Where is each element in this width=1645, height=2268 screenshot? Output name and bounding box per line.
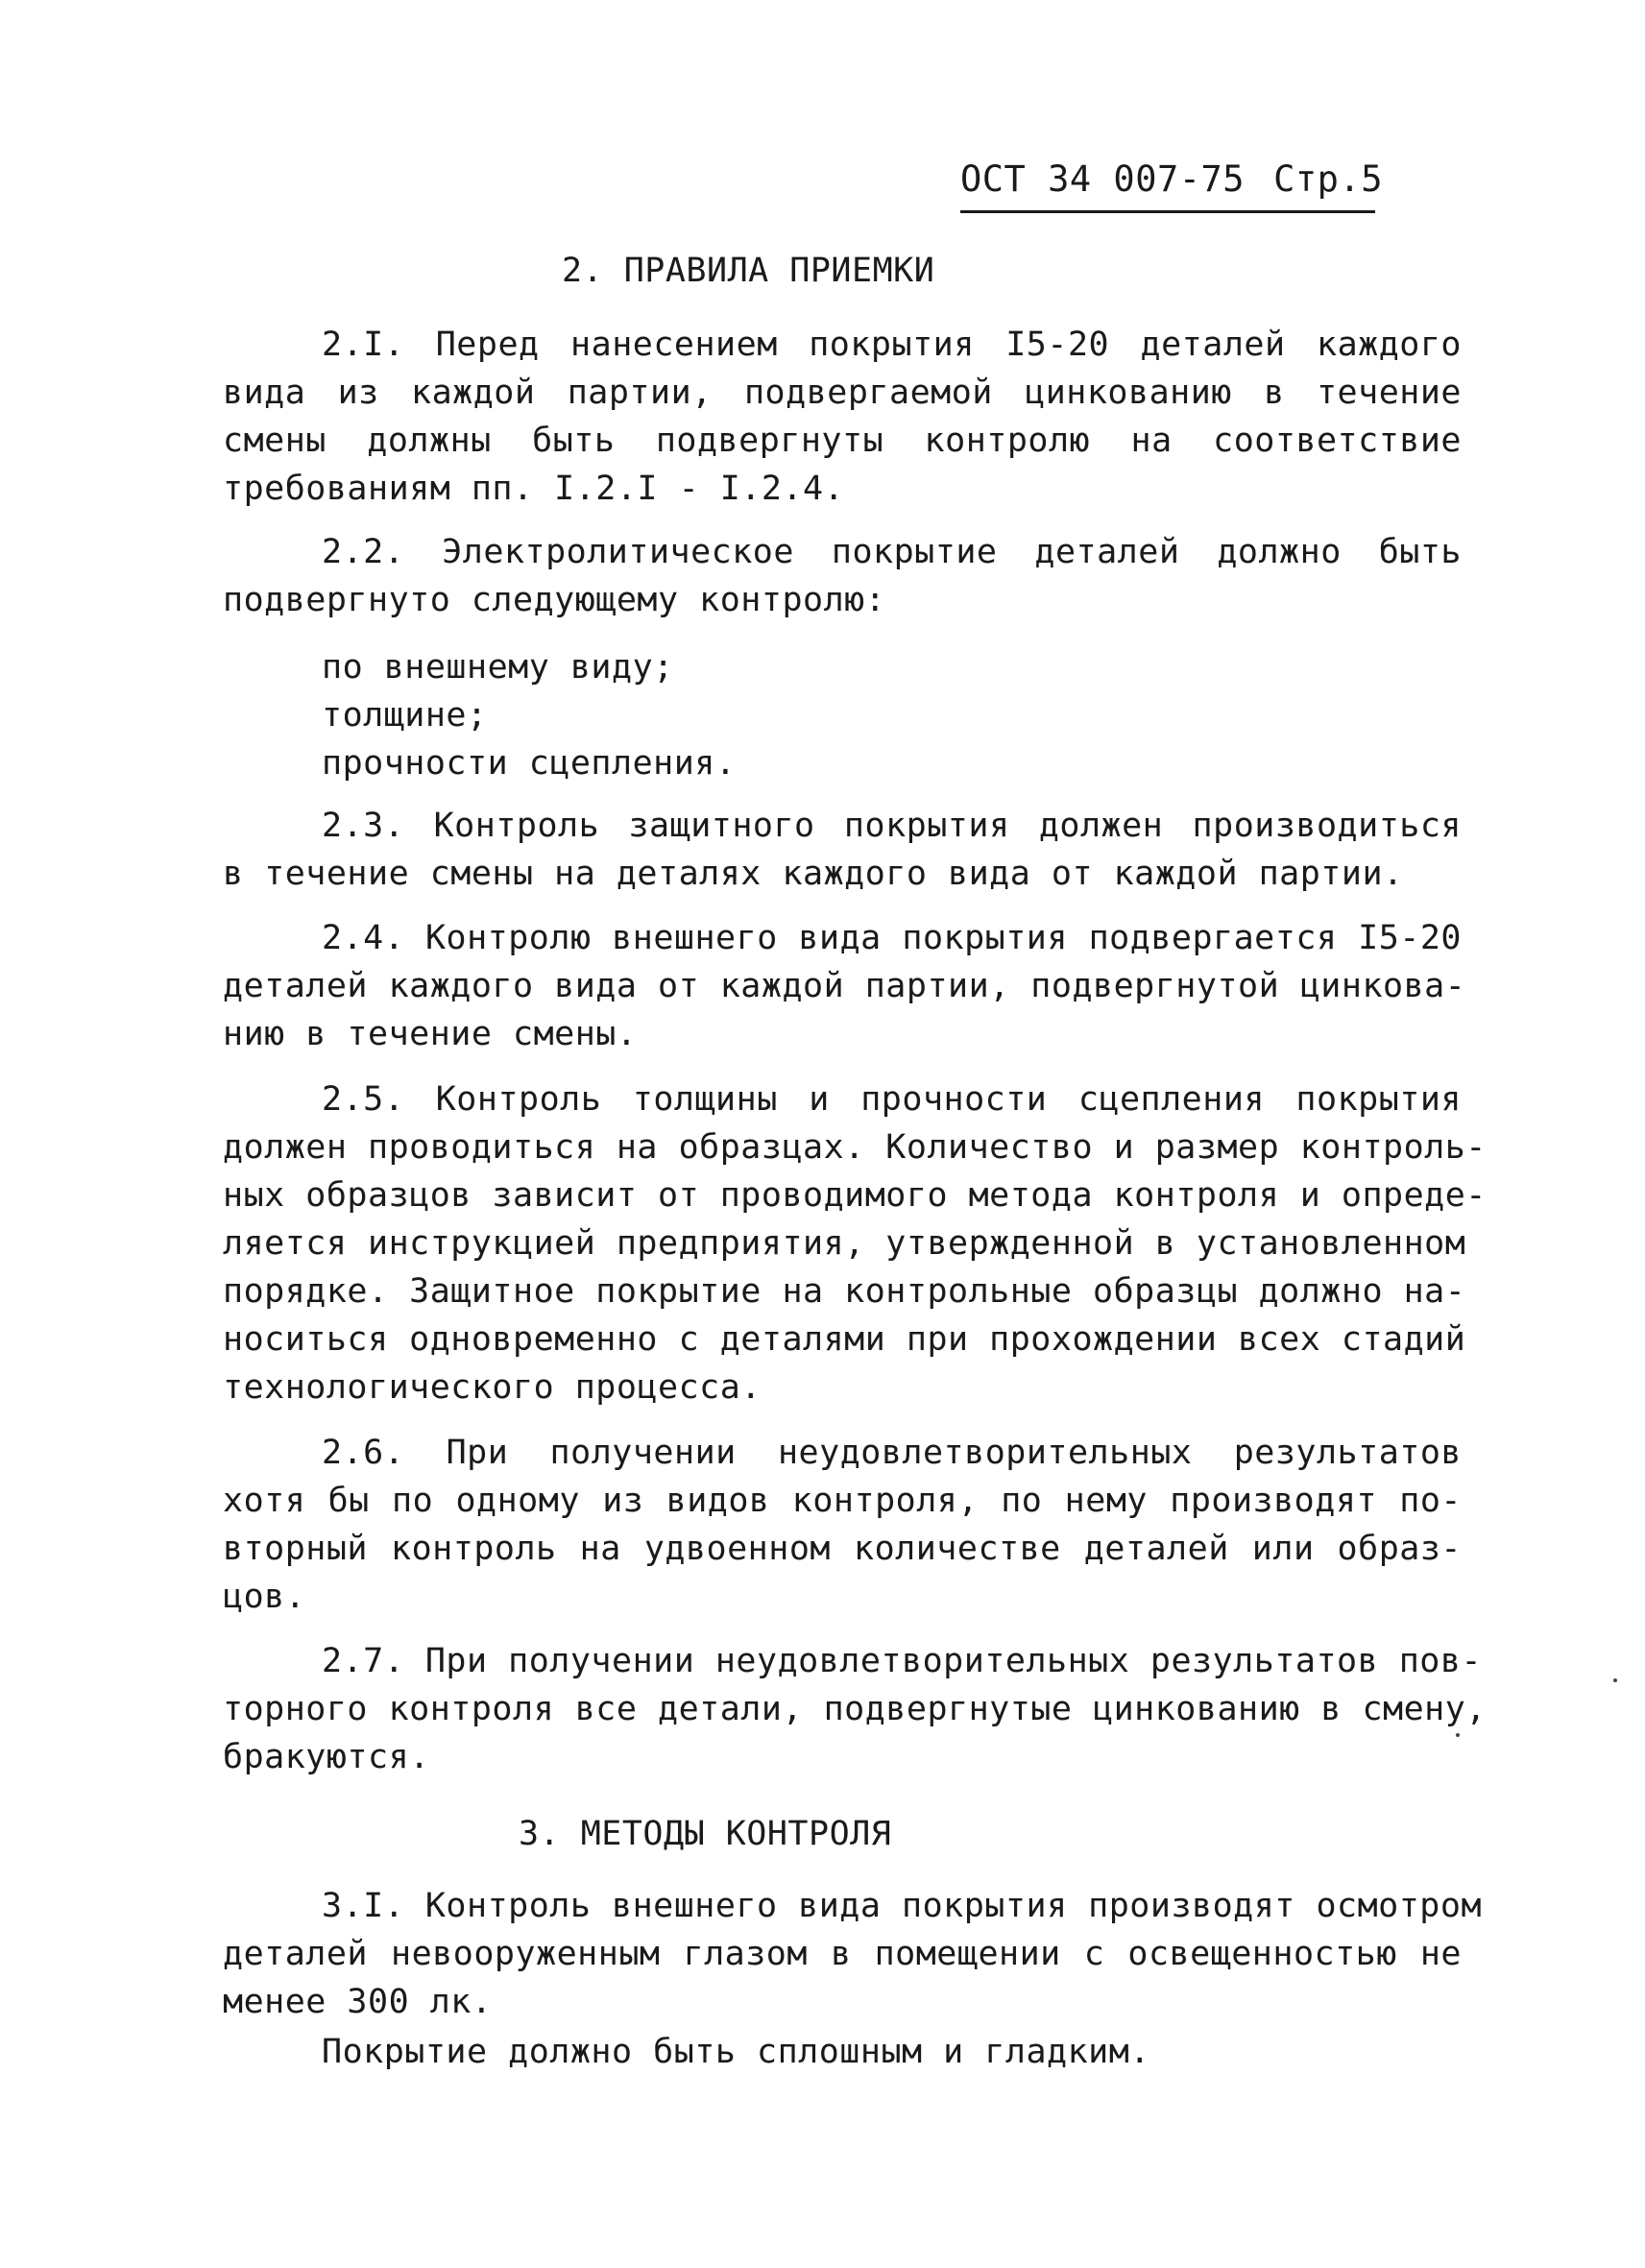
paragraph-2-6 (223, 1429, 1462, 1621)
page-number: Стр.5 (1273, 158, 1383, 200)
section-3-heading: 3. МЕТОДЫ КОНТРОЛЯ (519, 1815, 892, 1853)
paragraph-line: порядке. Защитное покрытие на контрольные образцы должно на- (223, 1272, 1466, 1311)
paragraph-line: подвергнуто следующему контролю: (223, 581, 886, 619)
paragraph-line: вида из каждой партии, подвергаемой цинкованию в течение (223, 374, 1462, 412)
paragraph-2-1 (223, 321, 1462, 513)
paragraph-line: цов. (223, 1578, 306, 1616)
paragraph-2-5 (223, 1075, 1487, 1411)
control-list-item: прочности сцепления. (322, 744, 737, 783)
paragraph-line: смены должны быть подвергнуты контролю на соответствие (223, 422, 1462, 460)
paragraph-line: деталей каждого вида от каждой партии, подвергнутой цинкова- (223, 967, 1466, 1005)
document-id: ОСТ 34 007-75 (960, 158, 1246, 200)
paragraph-2-4 (223, 914, 1466, 1058)
paragraph-line: 2.6. При получении неудовлетворительных результатов (322, 1434, 1462, 1472)
paragraph-3-1 (223, 1882, 1483, 2026)
paragraph-line: 2.4. Контролю внешнего вида покрытия подвергается I5-20 (322, 919, 1462, 957)
section-2-heading: 2. ПРАВИЛА ПРИЕМКИ (562, 252, 935, 290)
page-header (960, 158, 1383, 213)
paragraph-line: хотя бы по одному из видов контроля, по нему производят по- (223, 1482, 1462, 1520)
paragraph-line: менее 300 лк. (223, 1983, 493, 2021)
paragraph-line: 2.2. Электролитическое покрытие деталей должно быть (322, 533, 1462, 571)
paragraph-3-1-continuation (223, 2028, 1462, 2076)
paragraph-2-7 (223, 1637, 1487, 1781)
paragraph-line: вторный контроль на удвоенном количестве деталей или образ- (223, 1530, 1462, 1568)
paragraph-line: нию в течение смены. (223, 1015, 638, 1053)
paragraph-line: торного контроля все детали, подвергнутые цинкованию в смену, (223, 1690, 1487, 1728)
paragraph-2-3 (223, 802, 1462, 898)
paragraph-line: требованиям пп. I.2.I - I.2.4. (223, 470, 845, 508)
paragraph-line: деталей невооруженным глазом в помещении с освещенностью не (223, 1935, 1462, 1973)
paragraph-line: Покрытие должно быть сплошным и гладким. (322, 2033, 1150, 2071)
paragraph-line: 3.I. Контроль внешнего вида покрытия производят осмотром (322, 1887, 1483, 1925)
paragraph-line: 2.5. Контроль толщины и прочности сцепления покрытия (322, 1080, 1462, 1119)
paragraph-line: носиться одновременно с деталями при прохождении всех стадий (223, 1320, 1466, 1359)
paragraph-line: должен проводиться на образцах. Количество и размер контроль- (223, 1128, 1487, 1167)
paragraph-line: 2.3. Контроль защитного покрытия должен производиться (322, 807, 1462, 845)
paragraph-2-2 (223, 528, 1462, 624)
paragraph-line: бракуются. (223, 1738, 430, 1776)
paragraph-line: ляется инструкцией предприятия, утвержденной в установленном (223, 1224, 1466, 1263)
control-list-item: толщине; (322, 696, 488, 735)
paragraph-line: 2.I. Перед нанесением покрытия I5-20 деталей каждого (322, 326, 1462, 364)
paragraph-line: 2.7. При получении неудовлетворительных результатов пов- (322, 1642, 1483, 1680)
scan-speck (1456, 1733, 1460, 1737)
paragraph-line: технологического процесса. (223, 1368, 762, 1407)
paragraph-line: ных образцов зависит от проводимого метода контроля и опреде- (223, 1176, 1487, 1215)
control-list-item: по внешнему виду; (322, 648, 674, 687)
paragraph-line: в течение смены на деталях каждого вида от каждой партии. (223, 855, 1404, 893)
scan-speck (1613, 1678, 1617, 1682)
